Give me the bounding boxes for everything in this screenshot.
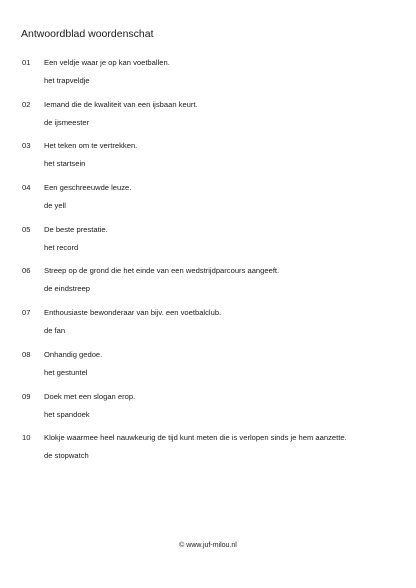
item-answer: de ijsmeester xyxy=(44,117,90,127)
item-answer: het record xyxy=(44,242,79,252)
item-answer: het gestuntel xyxy=(44,367,88,377)
item-number: 04 xyxy=(22,183,31,193)
item-definition: Het teken om te vertrekken. xyxy=(44,141,138,151)
item-answer: de eindstreep xyxy=(44,284,91,294)
item-answer: de fan xyxy=(44,326,66,336)
list-item xyxy=(0,183,416,225)
page-footer: © www.juf-milou.nl xyxy=(179,542,237,549)
list-item xyxy=(0,392,416,434)
item-definition: De beste prestatie. xyxy=(44,224,108,234)
item-definition: Een geschreeuwde leuze. xyxy=(44,183,132,193)
item-number: 07 xyxy=(22,308,31,318)
item-definition: Enthousiaste bewonderaar van bijv. een voetbalclub. xyxy=(44,308,222,318)
item-number: 08 xyxy=(22,349,31,359)
list-item xyxy=(0,141,416,183)
item-definition: Onhandig gedoe. xyxy=(44,349,103,359)
item-number: 01 xyxy=(22,58,31,67)
list-item xyxy=(0,225,416,267)
item-definition: Streep op de grond die het einde van een wedstrijdparcours aangeeft. xyxy=(44,266,280,276)
list-item xyxy=(0,58,416,100)
item-definition: Klokje waarmee heel nauwkeurig de tijd kunt meten die is verlopen sinds je hem aanzette. xyxy=(44,433,347,443)
list-item xyxy=(0,266,416,308)
item-answer: het trapveldje xyxy=(44,76,90,85)
item-number: 09 xyxy=(22,391,31,401)
list-item xyxy=(0,350,416,392)
item-number: 05 xyxy=(22,224,31,234)
list-item xyxy=(0,433,416,475)
item-number: 10 xyxy=(22,433,31,443)
page-title: Antwoordblad woordenschat xyxy=(21,28,154,40)
item-answer: het spandoek xyxy=(44,409,90,419)
item-number: 03 xyxy=(22,141,31,151)
item-answer: de stopwatch xyxy=(44,451,89,461)
answer-list xyxy=(0,58,416,475)
item-definition: Een veldje waar je op kan voetballen. xyxy=(44,58,170,67)
list-item xyxy=(0,100,416,142)
item-answer: het startsein xyxy=(44,159,86,169)
list-item xyxy=(0,308,416,350)
item-definition: Iemand die de kwaliteit van een ijsbaan keurt. xyxy=(44,99,198,109)
item-answer: de yell xyxy=(44,201,66,211)
item-number: 06 xyxy=(22,266,31,276)
item-number: 02 xyxy=(22,99,31,109)
item-definition: Doek met een slogan erop. xyxy=(44,391,136,401)
